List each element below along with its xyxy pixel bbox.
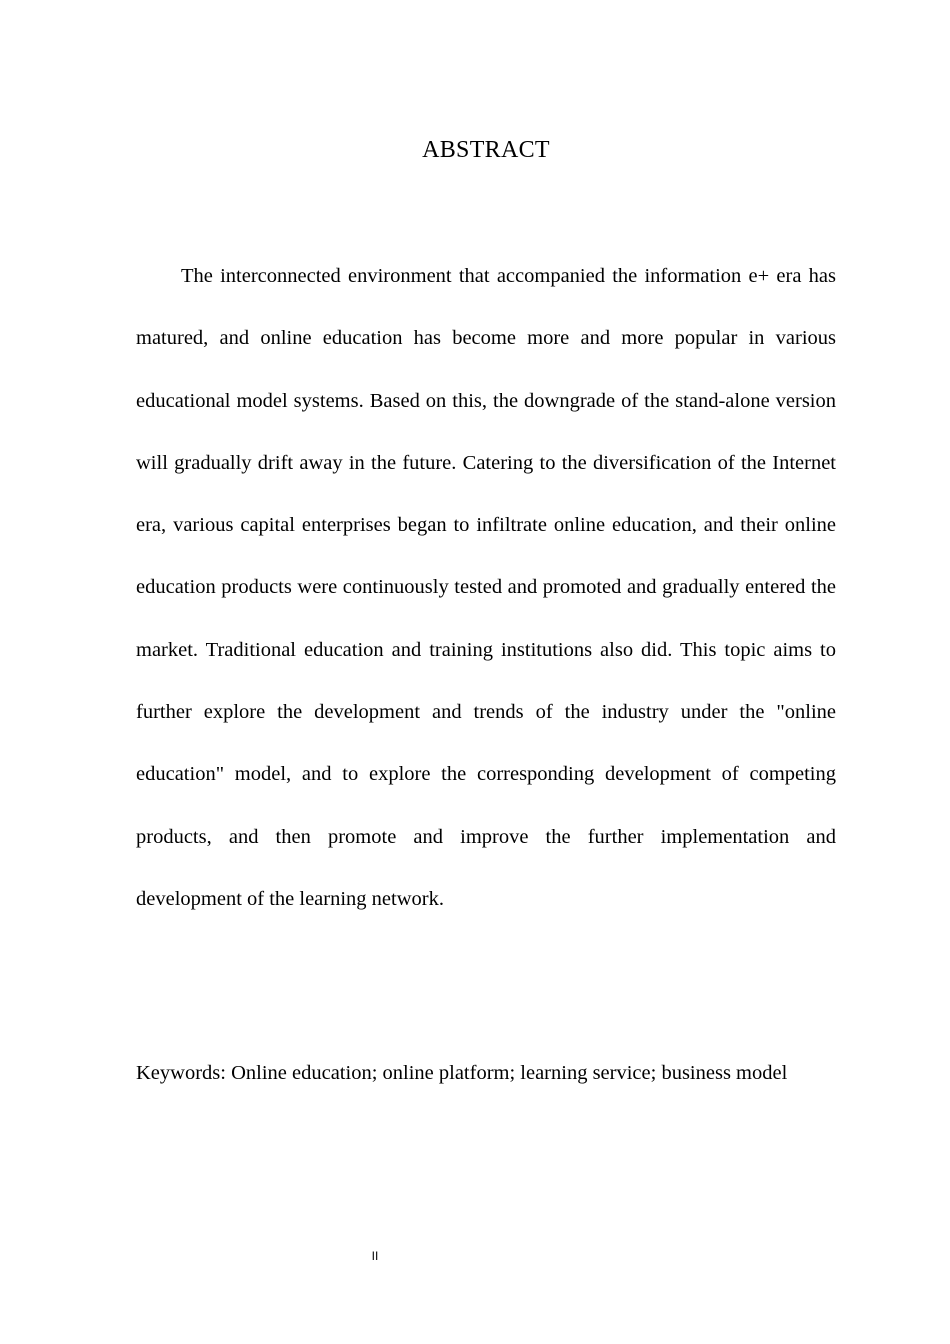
- abstract-paragraph: The interconnected environment that accompanied the information e+ era has matured, and online education has become more and more popular in various educational model systems. Based on this, the downgrade of the stand-alone version will gradually drift away in the future. Catering to the diversification of the Internet era, various capital enterprises began to infiltrate online education, and their online education products were continuously tested and promoted and gradually entered the market. Traditional education and training institutions also did. This topic aims to further explore the development and trends of the industry under the "online education" model, and to explore the corresponding development of competing products, and then promote and improve the further implementation and development of the learning network.: [136, 265, 836, 910]
- abstract-title: ABSTRACT: [422, 137, 550, 163]
- keywords-paragraph: Keywords: Online education; online platform; learning service; business model: [136, 1062, 788, 1084]
- page-number: II: [371, 1249, 379, 1263]
